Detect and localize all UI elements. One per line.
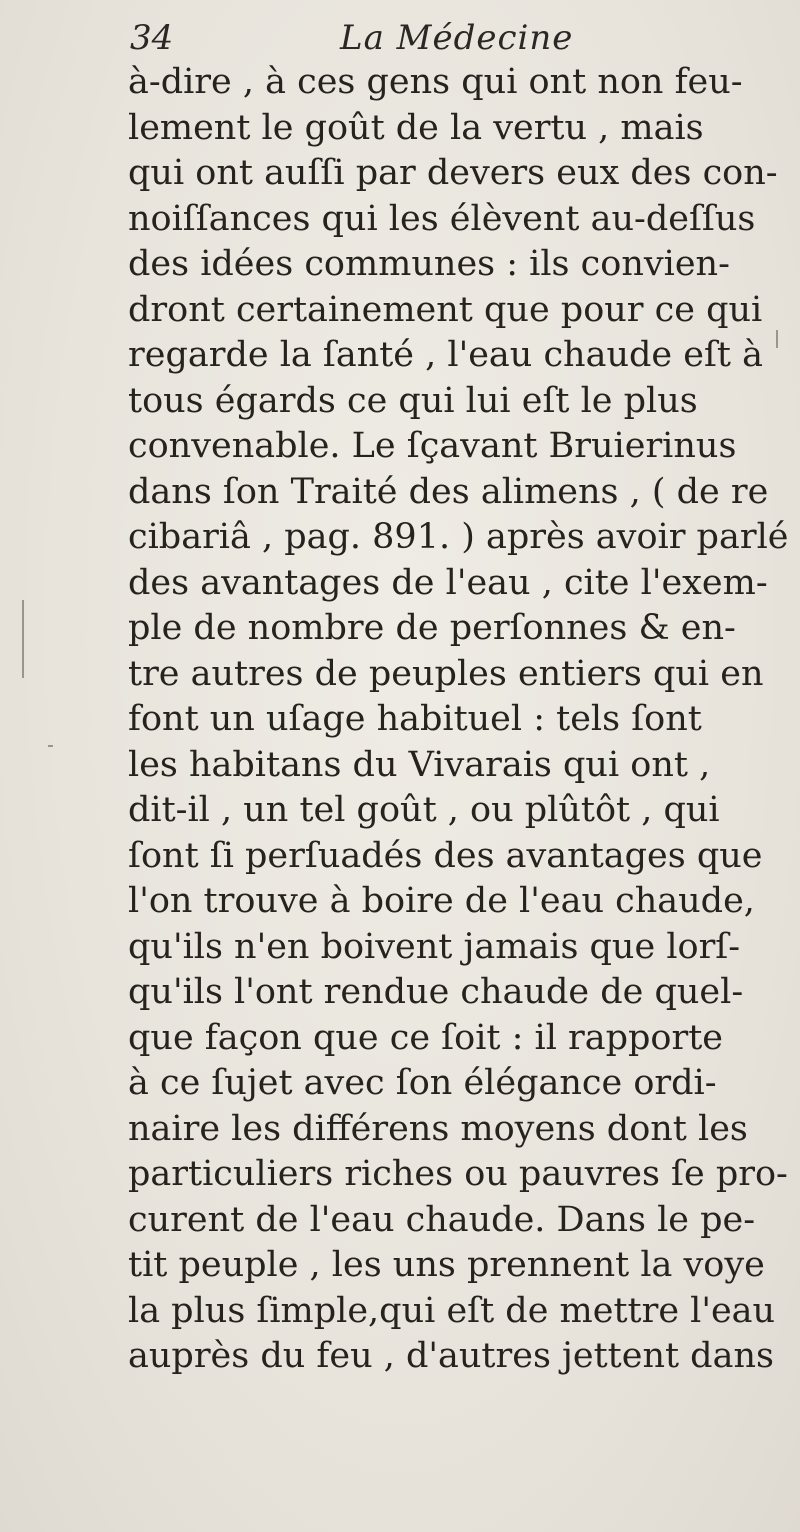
text-line: auprès du feu , d'autres jettent dans: [128, 1336, 774, 1376]
text-line: tous égards ce qui lui eſt le plus: [128, 380, 698, 421]
margin-mark: [776, 330, 778, 348]
text-line: particuliers riches ou pauvres ſe pro-: [128, 1154, 788, 1194]
body-text: [128, 60, 789, 1380]
text-line: les habitans du Vivarais qui ont ,: [128, 744, 711, 785]
margin-mark: [48, 745, 53, 747]
text-line: tit peuple , les uns prennent la voye: [128, 1245, 765, 1285]
text-line: l'on trouve à boire de l'eau chaude,: [128, 881, 755, 921]
text-line: font un uſage habituel : tels ſont: [128, 699, 702, 739]
text-line: la plus ſimple,qui eſt de mettre l'eau: [128, 1290, 776, 1331]
text-line: cibariâ , pag. 891. ) après avoir parlé: [128, 517, 789, 557]
text-line: à ce ſujet avec ſon élégance ordi-: [128, 1063, 717, 1103]
text-line: des avantages de l'eau , cite l'exem-: [128, 562, 768, 603]
text-line: dans ſon Traité des alimens , ( de re: [128, 471, 769, 512]
page-number: 34: [130, 18, 174, 58]
text-line: ple de nombre de perſonnes & en-: [128, 608, 736, 648]
text-line: dit-il , un tel goût , ou plûtôt , qui: [128, 790, 720, 830]
text-line: qu'ils n'en boivent jamais que lorſ-: [128, 926, 741, 967]
running-head: La Médecine: [340, 18, 574, 58]
text-line: convenable. Le ſçavant Bruierinus: [128, 426, 737, 466]
text-line: qui ont auſſi par devers eux des con-: [128, 153, 778, 193]
text-line: dront certainement que pour ce qui: [128, 289, 763, 330]
text-line: noiſſances qui les élèvent au-deſſus: [128, 198, 756, 239]
text-line: ſont ſi perſuadés des avantages que: [128, 835, 763, 876]
margin-mark: [22, 600, 24, 678]
text-line: regarde la ſanté , l'eau chaude eſt à: [128, 335, 763, 375]
text-line: naire les différens moyens dont les: [128, 1108, 748, 1149]
text-line: qu'ils l'ont rendue chaude de quel-: [128, 972, 744, 1012]
text-line: curent de l'eau chaude. Dans le pe-: [128, 1199, 756, 1240]
text-line: des idées communes : ils convien-: [128, 244, 730, 284]
text-line: tre autres de peuples entiers qui en: [128, 653, 764, 694]
text-line: que façon que ce ſoit : il rapporte: [128, 1017, 723, 1058]
text-line: lement le goût de la vertu , mais: [128, 107, 704, 148]
page-header: [130, 14, 690, 64]
text-line: à-dire , à ces gens qui ont non feu-: [128, 62, 743, 102]
